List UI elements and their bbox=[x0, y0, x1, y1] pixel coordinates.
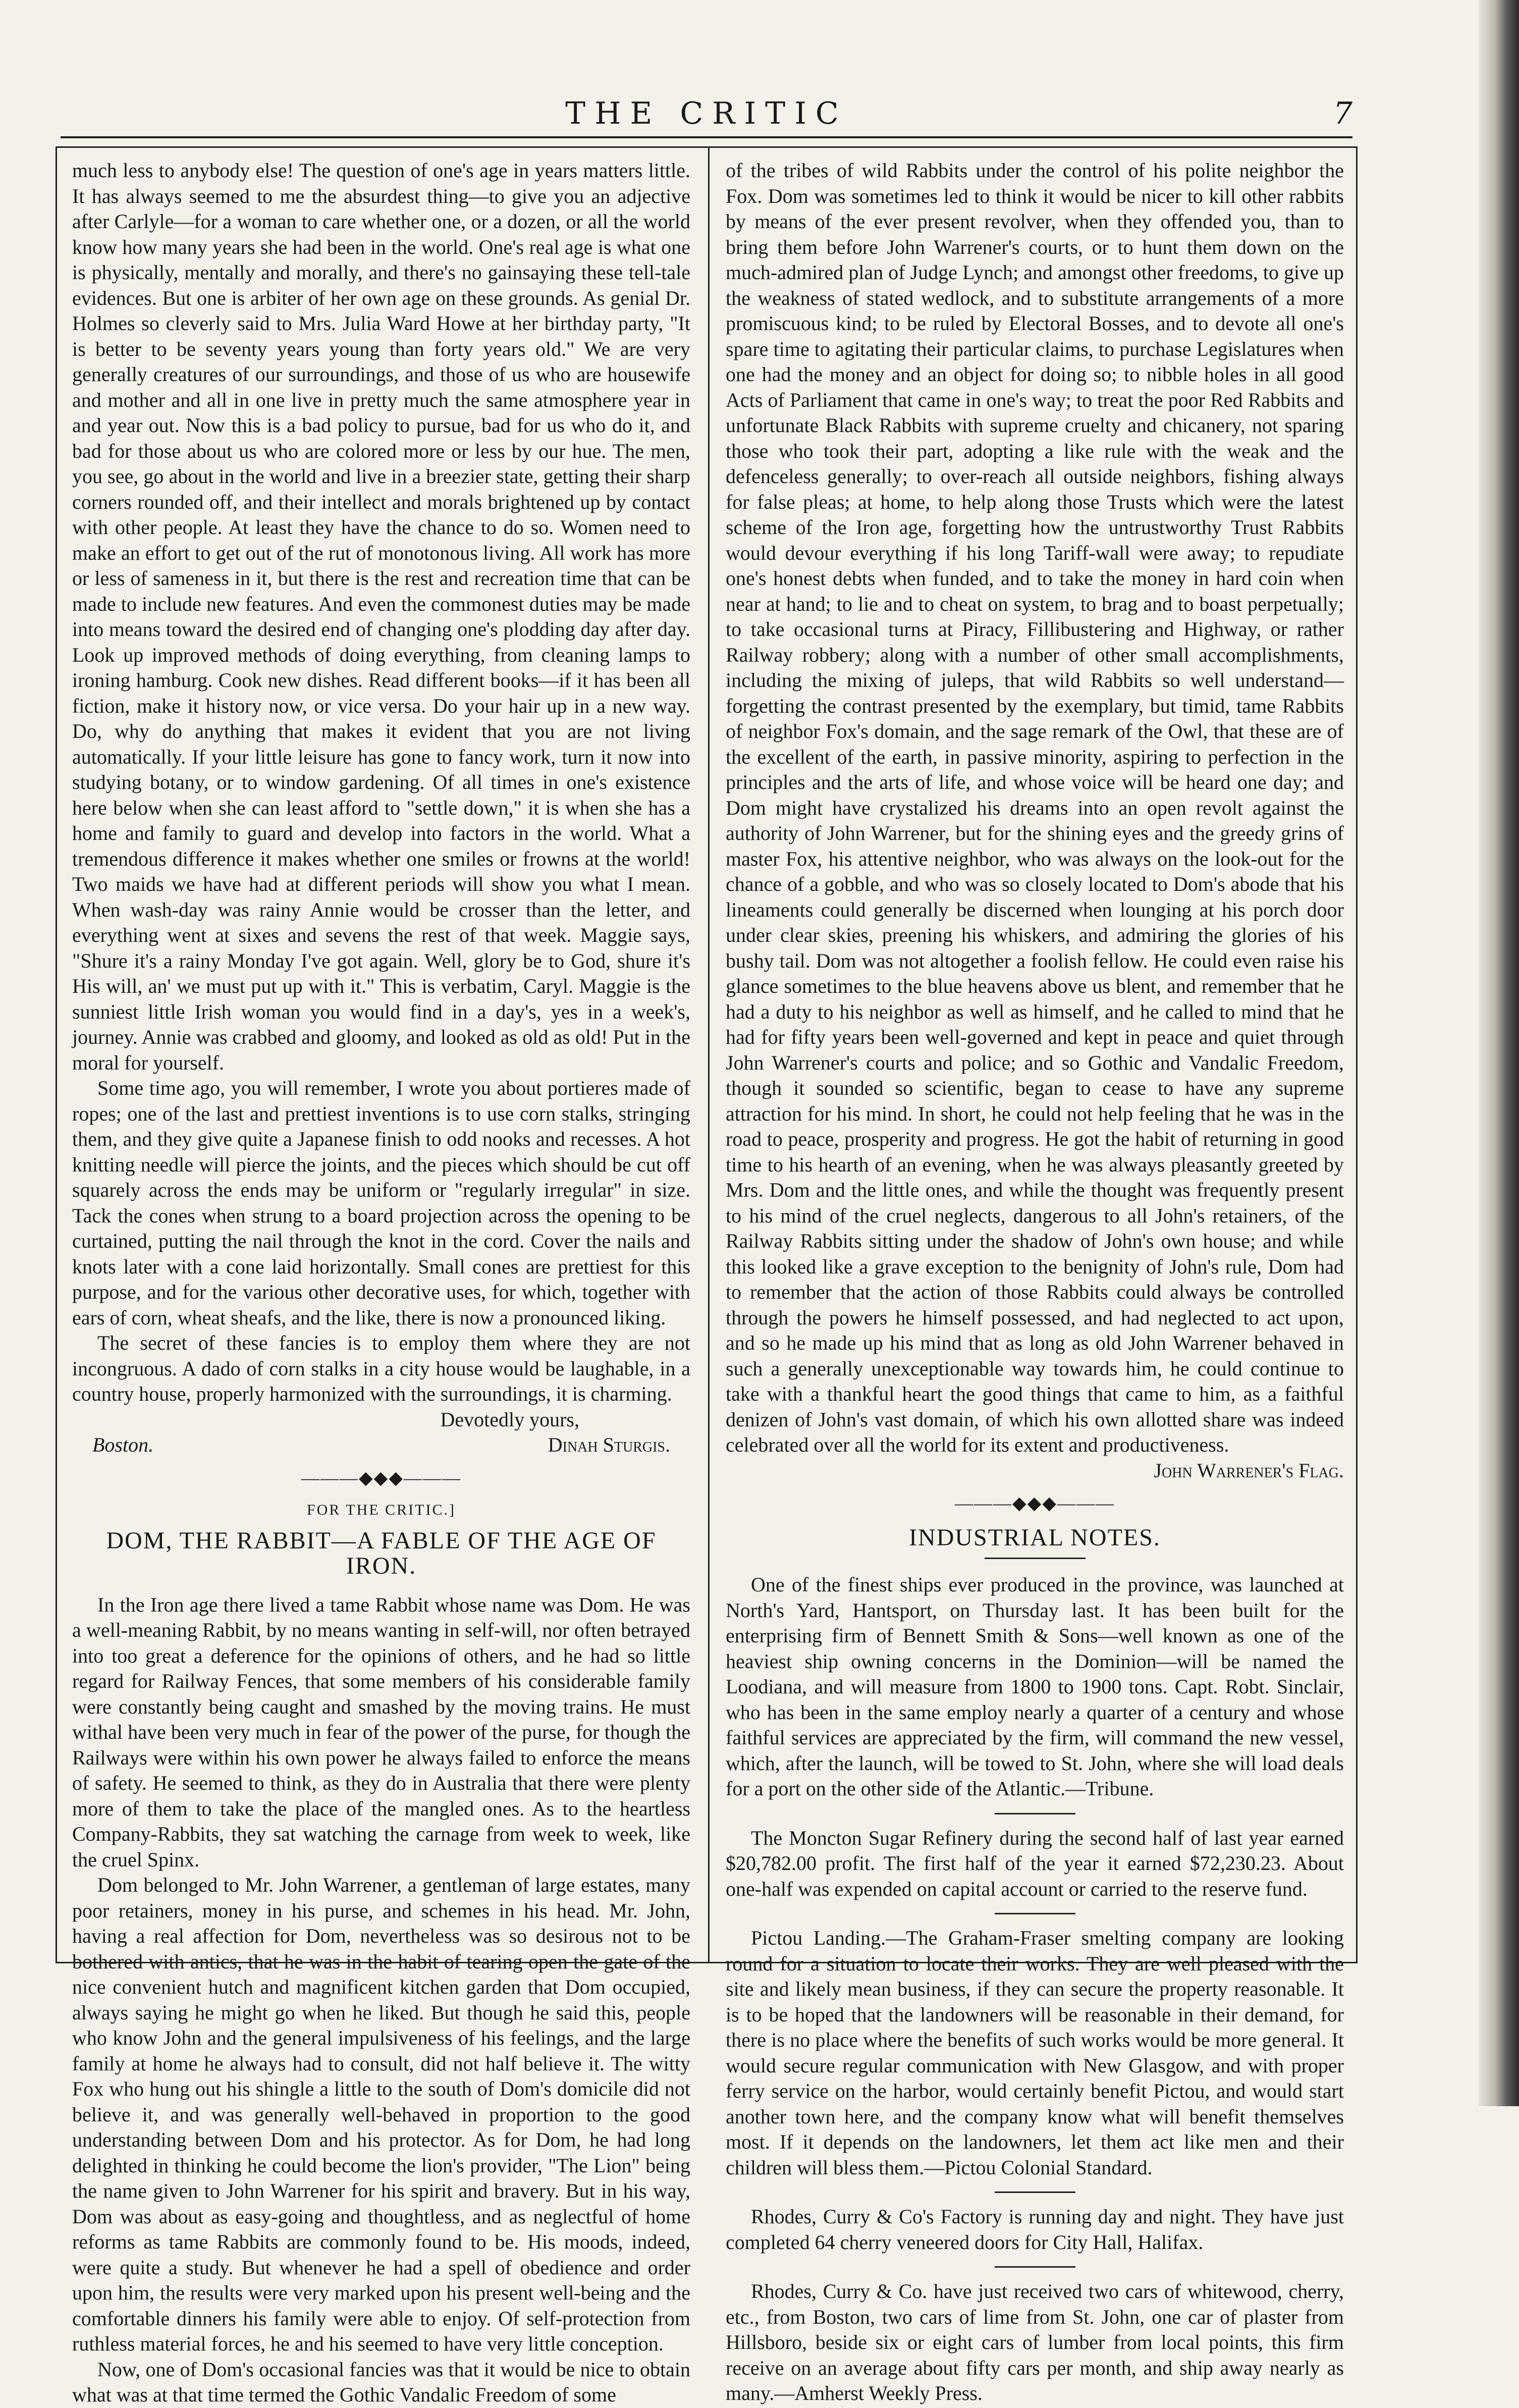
page-number: 7 bbox=[1333, 96, 1352, 131]
industrial-notes-heading: INDUSTRIAL NOTES. bbox=[909, 1524, 1161, 1551]
for-the-critic-line: FOR THE CRITIC.] bbox=[307, 1502, 456, 1518]
fable-heading: DOM, THE RABBIT—A FABLE OF THE AGE OF IRON. bbox=[106, 1527, 657, 1579]
note-pictou-landing: Pictou Landing.—The Graham-Fraser smelting company are looking round for a situation to locate their works. They are well pleased with the site and likely mean business, if they can secure the property reasonable. It is to be hoped that the landowners will be reasonable in their demand, for there is no place where the benefits of such works would be more general. It would secure regular communication with New Glasgow, and with proper ferry service on the harbor, would certainly benefit Pictou, and would start another town here, and the company know what will benefit themselves most. If it depends on the landowners, let them act like men and their children will bless them.—Pictou Colonial Standard. bbox=[726, 1927, 1344, 2179]
left-column bbox=[72, 158, 690, 2408]
letter-paragraph-3: The secret of these fancies is to employ them where they are not incongruous. A dado of corn stalks in a city house would be laughable, in a country house, properly harmonized with the surroundings, it is charming. bbox=[72, 1331, 690, 1405]
letter-paragraph-1: much less to anybody else! The question of one's age in years matters little. It has always seemed to me the absurdest thing—to give you an adjective after Carlyle—for a woman to care whether one, or a dozen, or all the world know how many years she had been in the world. One's real age is what one is physically, mentally and morally, and there's no gainsaying these tell-tale evidences. But one is arbiter of her own age on these grounds. As genial Dr. Holmes so cleverly said to Mrs. Julia Ward Howe at her birthday party, "It is better to be seventy years young than forty years old." We are very generally creatures of our surroundings, and those of us who are housewife and mother and all in one live in pretty much the same atmosphere year in and year out. Now this is a bad policy to pursue, bad for us who do it, and bad for those about us who are colored more or less by our hue. The men, you see, go about in the world and live in a breezier state, getting their sharp corners rounded off, and their intellect and morals brightened up by contact with other people. At least they have the chance to do so. Women need to make an effort to get out of the rut of monotonous living. All work has more or less of sameness in it, but there is the rest and recreation time that can be made to include new features. And even the commonest duties may be made into means toward the desired end of changing one's plodding day after day. Look up improved methods of doing everything, from cleaning lamps to ironing hamburg. Cook new dishes. Read different books—if it has been all fiction, make it history now, or vice versa. Do your hair up in a new way. Do, why do anything that makes it evident that you are not living automatically. If your little leisure has gone to fancy work, turn it now into studying botany, or to window gardening. Of all times in one's existence here below when she can least afford to "settle down," it is when she has a home and family to guard and develop into factors in the world. What a tremendous difference it makes whether one smiles or frowns at the world! Two maids we have had at different periods will show you what I mean. When wash-day was rainy Annie would be crosser than the letter, and everything went at sixes and sevens the rest of that week. Maggie says, "Shure it's a rainy Monday I've got again. Well, glory be to God, shure it's His will, an' we must put up with it." This is verbatim, Caryl. Maggie is the sunniest little Irish woman you would find in a day's, yes in a week's, journey. Annie was crabbed and gloomy, and looked as old as old! Put in the moral for yourself. bbox=[72, 159, 690, 1074]
masthead bbox=[61, 96, 1352, 138]
fable-paragraph-3: Now, one of Dom's occasional fancies was that it would be nice to obtain what was at that time termed the Gothic Vandalic Freedom of some bbox=[72, 2358, 690, 2406]
heading-rule bbox=[985, 1558, 1086, 1559]
valediction: Devotedly yours, bbox=[440, 1408, 579, 1431]
letter-paragraph-2: Some time ago, you will remember, I wrote you about portieres made of ropes; one of the last and prettiest inventions is to use corn stalks, stringing them, and they give quite a Japanese finish to odd nooks and recesses. A hot knitting needle will pierce the joints, and the pieces which should be cut off squarely across the ends may be uniform or "regularly irregular" in size. Tack the cones when strung to a board projection across the opening to be curtained, putting the nail through the knot in the cord. Cover the nails and knots later with a cone laid horizontally. Small cones are prettiest for this purpose, and for the various other decorative uses, for which, together with ears of corn, wheat sheafs, and the like, there is now a pronounced liking. bbox=[72, 1077, 690, 1329]
author-signature: Dinah Sturgis. bbox=[548, 1433, 670, 1456]
note-ship-launch: One of the finest ships ever produced in the province, was launched at North's Yard, Hantsport, on Thursday last. It has been built for the enterprising firm of Bennett Smith & Sons—well known as one of the heaviest ship owning concerns in the Dominion—will be named the Loodiana, and will measure from 1800 to 1900 tons. Capt. Robt. Sinclair, who has been in the same employ nearly a quarter of a century and whose faithful services are appreciated by the firm, will command the new vessel, which, after the launch, will be towed to St. John, where she will load deals for a port on the other side of the Atlantic.—Tribune. bbox=[726, 1573, 1344, 1800]
note-rhodes-curry: Rhodes, Curry & Co. have just received two cars of whitewood, cherry, etc., from Boston, two cars of lime from St. John, one car of plaster from Hillsboro, beside six or eight cars of lumber from local points, this firm receive on an average about fifty cars per month, and ship away nearly as many.—Amherst Weekly Press. bbox=[726, 2280, 1344, 2404]
fable-continued: of the tribes of wild Rabbits under the control of his polite neighbor the Fox. Dom was sometimes led to think it would be nicer to kill other rabbits by means of the ever present revolver, when they offended you, than to bring them before John Warrener's courts, or to hunt them down on the much-admired plan of Judge Lynch; and amongst other freedoms, to give up the weakness of stated wedlock, and to substitute arrangements of a more promiscuous kind; to be ruled by Electoral Bosses, and to devote all one's spare time to agitating their particular claims, to purchase Legislatures when one had the money and an object for doing so; to nibble holes in all good Acts of Parliament that came in one's way; to treat the poor Red Rabbits and unfortunate Black Rabbits with supreme cruelty and chicanery, not sparing those who took their part, adopting a like rule with the weak and the defenceless generally; to over-reach all outside neighbors, fishing always for false pleas; at home, to help along those Trusts which were the latest scheme of the Iron age, forgetting how the untrustworthy Trust Rabbits would devour everything if his long Tariff-wall were away; to repudiate one's honest debts when funded, and to take the money in hard coin when near at hand; to lie and to cheat on system, to brag and to boast perpetually; to take occasional turns at Piracy, Fillibustering and Highway, or rather Railway robbery; along with a number of other small accomplishments, including the mixing of juleps, that wild Rabbits so well understand—forgetting the contrast presented by the exemplary, but timid, tame Rabbits of neighbor Fox's domain, and the sage remark of the Owl, that these are of the excellent of the earth, in passive minority, aspiring to perfection in the principles and the arts of life, and whose voice will be heard one day; and Dom might have crystalized his dreams into an open revolt against the authority of John Warrener, but for the shining eyes and the greedy grins of master Fox, his attentive neighbor, who was always on the look-out for the chance of a gobble, and who was so closely located to Dom's abode that his lineaments could generally be discerned when lounging at his porch door under clear skies, preening his whiskers, and admiring the glories of his bushy tail. Dom was not altogether a foolish fellow. He could even raise his glance sometimes to the blue heavens above us blent, and remember that he had a duty to his neighbor as well as himself, and he called to mind that he had for fifty years been well-governed and kept in peace and quiet through John Warrener's courts and police; and so Gothic and Vandalic Freedom, though it sounded so scientific, began to cease to have any supreme attraction for his mind. In short, he could not help feeling that he was in the road to peace, prosperity and progress. He got the habit of returning in good time to his hearth of an evening, when he was always pleasantly greeted by Mrs. Dom and the little ones, and while the thought was frequently present to his mind of the cruel neglects, dangerous to all John's retainers, of the Railway Rabbits sitting under the shadow of John's own house; and while this looked like a grave exception to the benignity of John's rule, Dom had to remember that the action of those Rabbits could always be controlled through the powers he himself possessed, and had neglected to act upon, and so he made up his mind that as long as old John Warrener behaved in such a generally unexceptionable way towards him, he could continue to take with a thankful heart the good things that came to him, as a faithful denizen of John's vast domain, of which his own allotted share was indeed celebrated over all the world for its extent and productiveness. bbox=[726, 159, 1344, 1456]
dateline-place: Boston. bbox=[92, 1433, 154, 1456]
fable-credit: John Warrener's Flag. bbox=[1154, 1459, 1344, 1482]
newspaper-title: THE CRITIC bbox=[565, 96, 848, 131]
note-sugar-refinery: The Moncton Sugar Refinery during the second half of last year earned $20,782.00 profit. The first half of the year it earned $72,230.23. About one-half was expended on capital account or carried to the reserve fund. bbox=[726, 1826, 1344, 1900]
column-rule bbox=[708, 148, 710, 1962]
fable-paragraph-2: Dom belonged to Mr. John Warrener, a gentleman of large estates, many poor retainers, money in his purse, and schemes in his head. Mr. John, having a real affection for Dom, nevertheless was so desirous not to be bothered with antics, that he was in the habit of tearing open the gate of the nice convenient hutch and magnificent kitchen garden that Dom occupied, always saying he might go when he liked. But though he said this, people who know John and the general impulsiveness of his feelings, and the large family at home he always had to consult, did not half believe it. The witty Fox who hung out his shingle a little to the south of Dom's domicile did not believe it, and was generally well-behaved in proportion to the good understanding between Dom and his protector. As for Dom, he had long delighted in thinking he could become the lion's provider, "The Lion" being the name given to John Warrener for his spirit and bravery. But in his way, Dom was about as easy-going and thoughtless, and as neglectful of home reforms as tame Rabbits are commonly found to be. His moods, indeed, were quite a study. But whenever he had a spell of obedience and order upon him, the results were very marked upon his present well-being and the comfortable dinners his family were able to enjoy. Of self-protection from ruthless material forces, he and his seemed to have very little conception. bbox=[72, 1874, 690, 2355]
note-factory: Rhodes, Curry & Co's Factory is running day and night. They have just completed 64 cherry veneered doors for City Hall, Halifax. bbox=[726, 2205, 1344, 2254]
section-divider: ———◆◆◆——— bbox=[301, 1467, 462, 1488]
scan-edge bbox=[1479, 0, 1519, 2106]
signature-line bbox=[92, 1432, 670, 1458]
note-separator bbox=[995, 2266, 1075, 2268]
page-frame bbox=[56, 146, 1358, 2406]
note-separator bbox=[995, 2191, 1075, 2193]
note-separator bbox=[995, 1813, 1075, 1814]
right-column bbox=[726, 158, 1344, 2406]
note-separator bbox=[995, 1913, 1075, 1914]
section-divider-right: ———◆◆◆——— bbox=[954, 1493, 1115, 1513]
fable-paragraph-1: In the Iron age there lived a tame Rabbit whose name was Dom. He was a well-meaning Rabbit, by no means wanting in self-will, nor often betrayed into too great a deference for the opinions of others, and he had so little regard for Railway Fences, that some members of his considerable family were constantly being caught and smashed by the moving trains. He must withal have been very much in fear of the power of the purse, for though the Railways were within his own power he always failed to enforce the means of safety. He seemed to think, as they do in Australia that there were plenty more of them to take the place of the mangled ones. As to the heartless Company-Rabbits, they sat watching the carnage from week to week, like the cruel Spinx. bbox=[72, 1593, 690, 1871]
